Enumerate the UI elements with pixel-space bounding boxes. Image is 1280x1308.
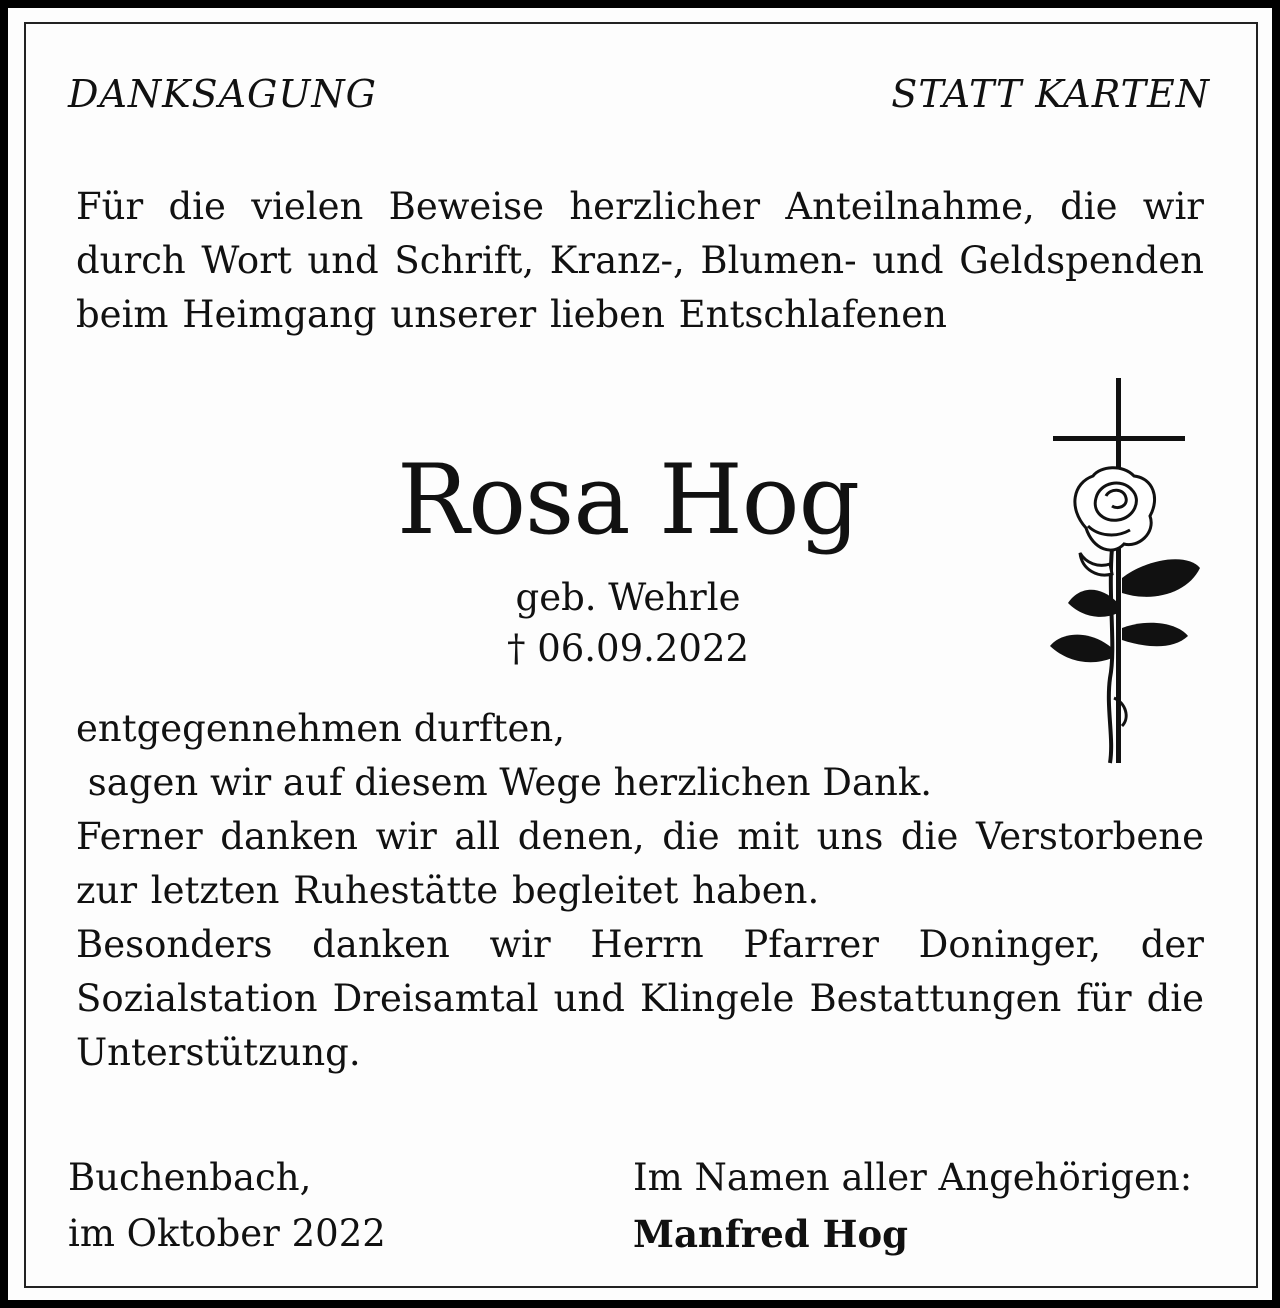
deceased-name: Rosa Hog	[396, 444, 860, 556]
signature-block	[633, 1150, 1192, 1262]
intro-text: Für die vielen Beweise herzlicher Anteilnahme, die wir durch Wort und Schrift, Kranz-, Blumen- und Geldspenden beim Heimgang unserer lieben Entschlafenen	[76, 185, 1204, 336]
maiden-name: geb. Wehrle	[515, 576, 741, 619]
signer-name: Manfred Hog	[633, 1212, 909, 1256]
body-paragraph-special-thanks: Besonders danken wir Herrn Pfarrer Doninger, der Sozialstation Dreisamtal und Klingele Bestattungen für die Unterstützung.	[76, 923, 1204, 1074]
body-line-thanks: sagen wir auf diesem Wege herzlichen Dank.	[76, 761, 933, 804]
death-date: † 06.09.2022	[506, 627, 750, 670]
place: Buchenbach,	[68, 1156, 312, 1199]
body-paragraph-burial: Ferner danken wir all denen, die mit uns die Verstorbene zur letzten Ruhestätte begleitet haben.	[76, 815, 1204, 912]
thanks-body	[76, 702, 1204, 1080]
on-behalf-text: Im Namen aller Angehörigen:	[633, 1156, 1193, 1199]
header-thanks: DANKSAGUNG	[68, 72, 378, 116]
date: im Oktober 2022	[68, 1212, 386, 1255]
place-date-block	[68, 1150, 386, 1262]
notice-sheet	[8, 8, 1272, 1300]
body-line-received: entgegennehmen durften,	[76, 707, 565, 750]
header-instead-of-cards: STATT KARTEN	[891, 72, 1210, 116]
